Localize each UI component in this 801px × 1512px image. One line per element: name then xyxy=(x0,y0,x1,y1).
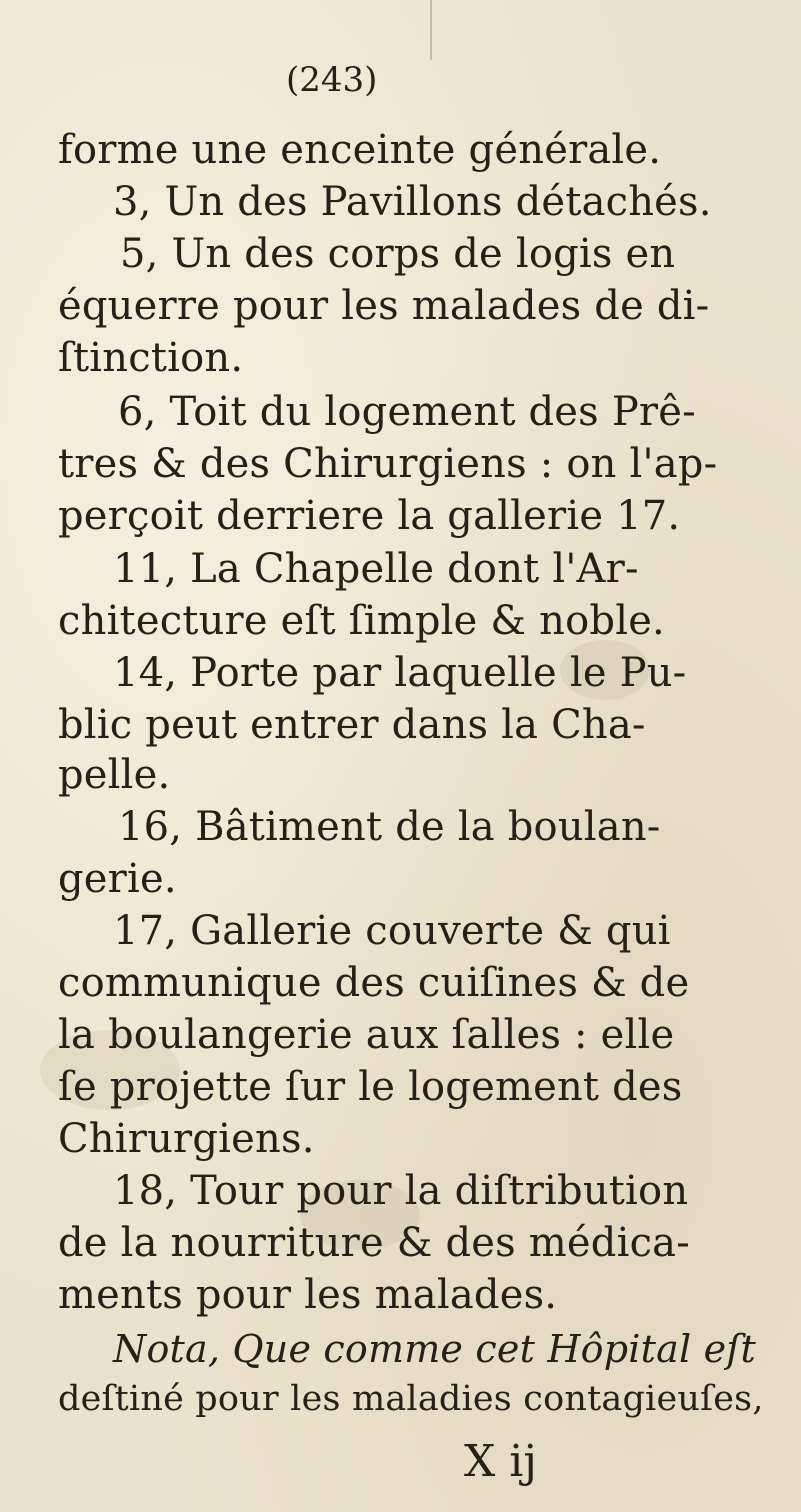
text-line: deſtiné pour les maladies contagieuſes, xyxy=(58,1379,764,1419)
text-line: chitecture eſt ſimple & noble. xyxy=(58,598,665,644)
text-line: communique des cuiſines & de xyxy=(58,960,690,1006)
text-line: 14, Porte par laquelle le Pu- xyxy=(113,650,687,696)
text-line: la boulangerie aux ſalles : elle xyxy=(58,1012,675,1058)
text-line: tres & des Chirurgiens : on l'ap- xyxy=(58,441,718,487)
text-line: ſtinction. xyxy=(58,335,244,381)
text-line: 17, Gallerie couverte & qui xyxy=(113,908,671,954)
text-line: perçoit derriere la gallerie 17. xyxy=(58,493,681,539)
text-line: ments pour les malades. xyxy=(58,1272,558,1318)
signature-mark: X ij xyxy=(464,1436,538,1487)
text-line: forme une enceinte générale. xyxy=(58,127,662,173)
text-line: ſe projette ſur le logement des xyxy=(58,1064,683,1110)
text-line: blic peut entrer dans la Cha- xyxy=(58,702,646,748)
page-number: (243) xyxy=(286,60,378,100)
text-line: de la nourriture & des médica- xyxy=(58,1220,690,1266)
text-line: 11, La Chapelle dont l'Ar- xyxy=(113,546,639,592)
text-line: 16, Bâtiment de la boulan- xyxy=(118,804,661,850)
text-line: 3, Un des Pavillons détachés. xyxy=(113,179,712,225)
text-line: Nota, Que comme cet Hôpital eſt xyxy=(113,1327,756,1371)
text-line: 18, Tour pour la diſtribution xyxy=(113,1168,689,1214)
text-line: Chirurgiens. xyxy=(58,1116,315,1162)
text-line: 6, Toit du logement des Prê- xyxy=(118,389,696,435)
text-line: équerre pour les malades de di- xyxy=(58,283,710,329)
text-line: gerie. xyxy=(58,856,177,902)
text-line: 5, Un des corps de logis en xyxy=(120,231,676,277)
text-line: pelle. xyxy=(58,752,171,798)
